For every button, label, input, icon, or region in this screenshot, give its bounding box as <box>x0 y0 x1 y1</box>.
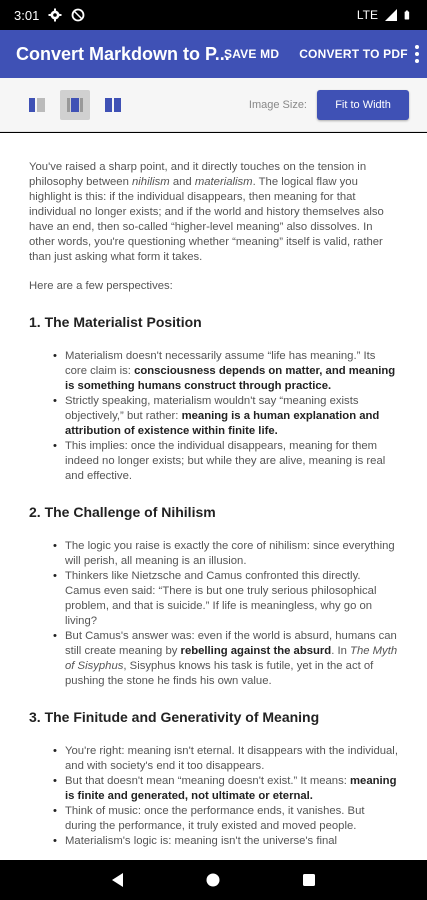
list-item: • Materialism's logic is: meaning isn't the universe's final <box>53 834 399 849</box>
save-md-button[interactable]: SAVE MD <box>224 47 280 61</box>
list-item: • You're right: meaning isn't eternal. It disappears with the individual, and with society's end it too disappears. <box>53 744 399 774</box>
list-item: • But that doesn't mean “meaning doesn't exist.” It means: meaning is finite and generated, not ultimate or eternal. <box>53 774 399 804</box>
list-item: • This implies: once the individual disappears, meaning for them indeed no longer exists; but while they are alive, meaning is real and effective. <box>53 439 399 484</box>
recents-icon <box>301 872 317 888</box>
heading-nihilism: 2. The Challenge of Nihilism <box>29 504 216 520</box>
data-saver-icon <box>71 8 85 22</box>
back-icon <box>110 872 126 888</box>
layout-split-button[interactable] <box>98 90 128 120</box>
battery-icon <box>404 8 413 22</box>
list-item: • The logic you raise is exactly the core of nihilism: since everything will perish, all meaning is an illusion. <box>53 539 399 569</box>
list-item: • Thinkers like Nietzsche and Camus confronted this directly. Camus even said: “There is but one truly serious philosophical problem, and that is suicide.” If life is meaningless, why go on living? <box>53 569 399 629</box>
home-icon <box>205 872 221 888</box>
heading-materialist: 1. The Materialist Position <box>29 314 202 330</box>
gear-icon <box>48 8 62 22</box>
layout-toolbar <box>0 78 427 132</box>
recents-button[interactable] <box>299 870 319 890</box>
document-preview[interactable] <box>0 133 427 860</box>
fit-to-width-button[interactable]: Fit to Width <box>317 90 409 120</box>
list-item: • But Camus's answer was: even if the world is absurd, humans can still create meaning by rebelling against the absurd. In The Myth of Sisyphus, Sisyphus knows his task is futile, yet in the act of pushing the stone he finds his own value. <box>53 629 399 689</box>
list-materialist <box>53 349 399 484</box>
system-nav-bar <box>0 860 427 900</box>
layout-left-icon <box>28 96 46 114</box>
layout-split-icon <box>104 96 122 114</box>
perspectives-intro: Here are a few perspectives: <box>29 280 173 292</box>
list-nihilism <box>53 539 399 689</box>
status-bar <box>0 0 427 30</box>
app-title: Convert Markdown to P... <box>16 43 230 64</box>
home-button[interactable] <box>203 870 223 890</box>
intro-paragraph: You've raised a sharp point, and it directly touches on the tension in philosophy between nihilism and materialism. The logical flaw you highlight is this: if the individual disappears, then meaning for that individual no longer exists; and if the world and history themselves also have an end, then so-called “higher-level meaning” also dissolves. In other words, you're questioning whether “meaning” itself is valid, rather than just asking what form it takes. <box>29 161 384 263</box>
network-type: LTE <box>356 8 378 22</box>
convert-to-pdf-button[interactable]: CONVERT TO PDF <box>299 47 408 61</box>
layout-left-button[interactable] <box>22 90 52 120</box>
layout-center-icon <box>66 96 84 114</box>
list-item: • Strictly speaking, materialism wouldn't say “meaning exists objectively,” but rather: meaning is a human explanation and attribution of existence within finite life. <box>53 394 399 439</box>
list-finitude <box>53 744 399 849</box>
image-size-label: Image Size: <box>248 98 307 111</box>
heading-finitude: 3. The Finitude and Generativity of Meaning <box>29 709 320 725</box>
list-item: • Think of music: once the performance ends, it vanishes. But during the performance, it truly existed and moved people. <box>53 804 399 834</box>
app-bar <box>0 30 427 78</box>
signal-icon <box>384 8 398 22</box>
layout-center-button[interactable] <box>60 90 90 120</box>
list-item: • Materialism doesn't necessarily assume “life has meaning.” Its core claim is: consciousness depends on matter, and meaning is something humans construct through practice. <box>53 349 399 394</box>
back-button[interactable] <box>108 870 128 890</box>
status-time: 3:01 <box>14 7 40 23</box>
overflow-menu-icon[interactable] <box>408 30 427 78</box>
